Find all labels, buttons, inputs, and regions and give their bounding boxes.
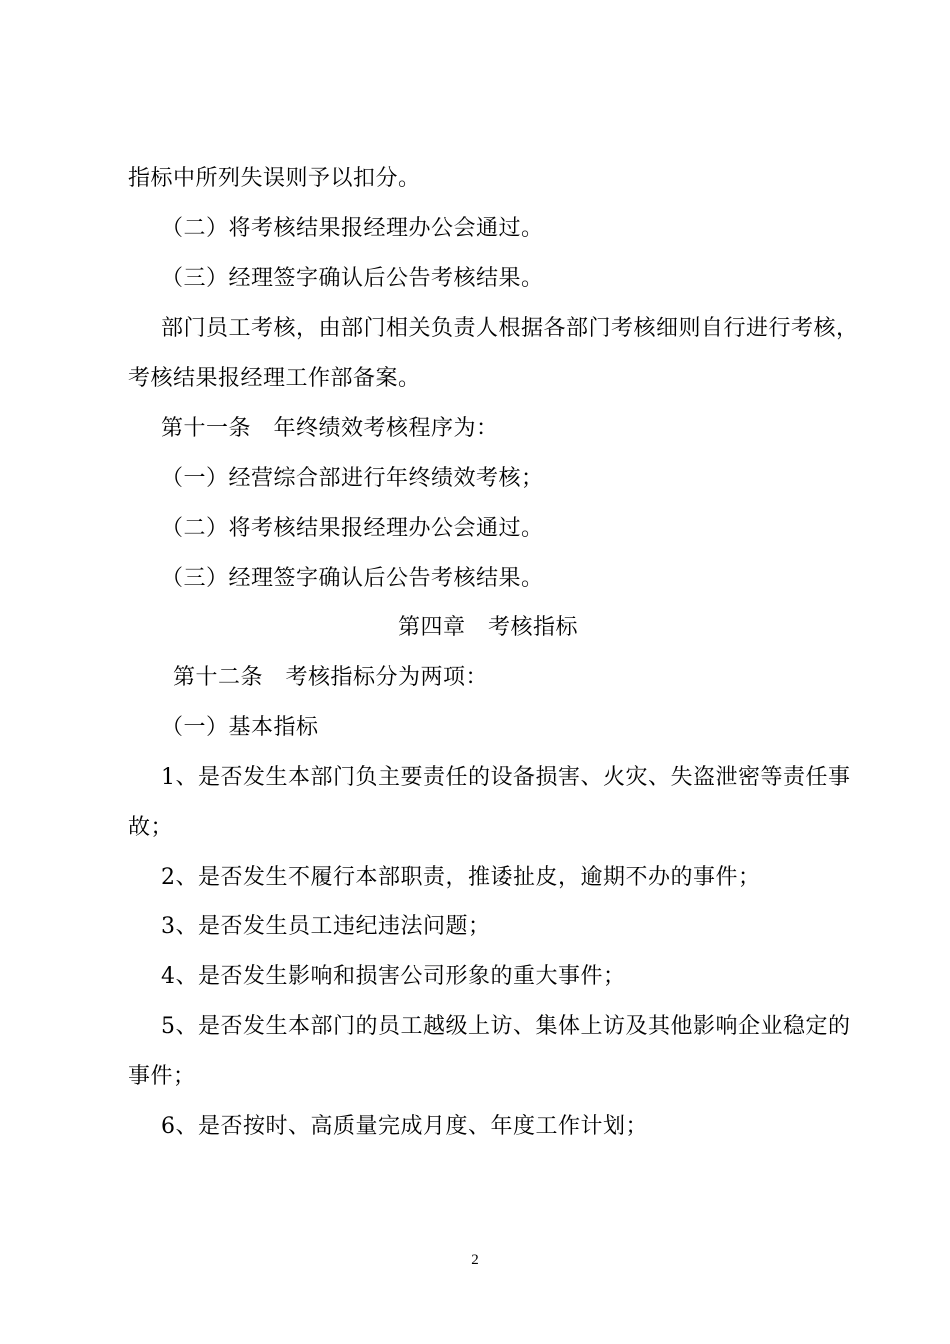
indicator-item-5: 5、是否发生本部门的员工越级上访、集体上访及其他影响企业稳定的 <box>161 1014 851 1039</box>
indicator-item-4: 4、是否发生影响和损害公司形象的重大事件； <box>161 964 626 989</box>
page-number: 2 <box>471 1252 479 1268</box>
indicator-item-3: 3、是否发生员工违纪违法问题； <box>161 914 491 939</box>
annual-step-3: （三）经理签字确认后公告考核结果。 <box>161 566 544 591</box>
indicator-item-1: 1、是否发生本部门负主要责任的设备损害、火灾、失盗泄密等责任事 <box>161 765 851 790</box>
annual-step-2: （二）将考核结果报经理办公会通过。 <box>161 516 544 541</box>
procedure-step-3: （三）经理签字确认后公告考核结果。 <box>161 266 544 291</box>
indicator-item-1-cont: 故； <box>128 815 174 840</box>
procedure-step-2: （二）将考核结果报经理办公会通过。 <box>161 216 544 241</box>
indicator-item-6: 6、是否按时、高质量完成月度、年度工作计划； <box>161 1114 648 1139</box>
chapter-4-heading: 第四章 考核指标 <box>398 615 579 640</box>
indicator-item-2: 2、是否发生不履行本部职责，推诿扯皮，逾期不办的事件； <box>161 865 761 890</box>
basic-indicators-heading: （一）基本指标 <box>161 715 319 740</box>
annual-step-1: （一）经营综合部进行年终绩效考核； <box>161 466 544 491</box>
indicator-item-5-cont: 事件； <box>128 1064 196 1089</box>
article-12-heading: 第十二条 考核指标分为两项： <box>173 665 489 690</box>
department-assessment-paragraph-cont: 考核结果报经理工作部备案。 <box>128 366 421 391</box>
paragraph-line-continuation: 指标中所列失误则予以扣分。 <box>128 166 421 191</box>
article-11-heading: 第十一条 年终绩效考核程序为： <box>161 416 499 441</box>
department-assessment-paragraph: 部门员工考核，由部门相关负责人根据各部门考核细则自行进行考核， <box>161 316 859 341</box>
